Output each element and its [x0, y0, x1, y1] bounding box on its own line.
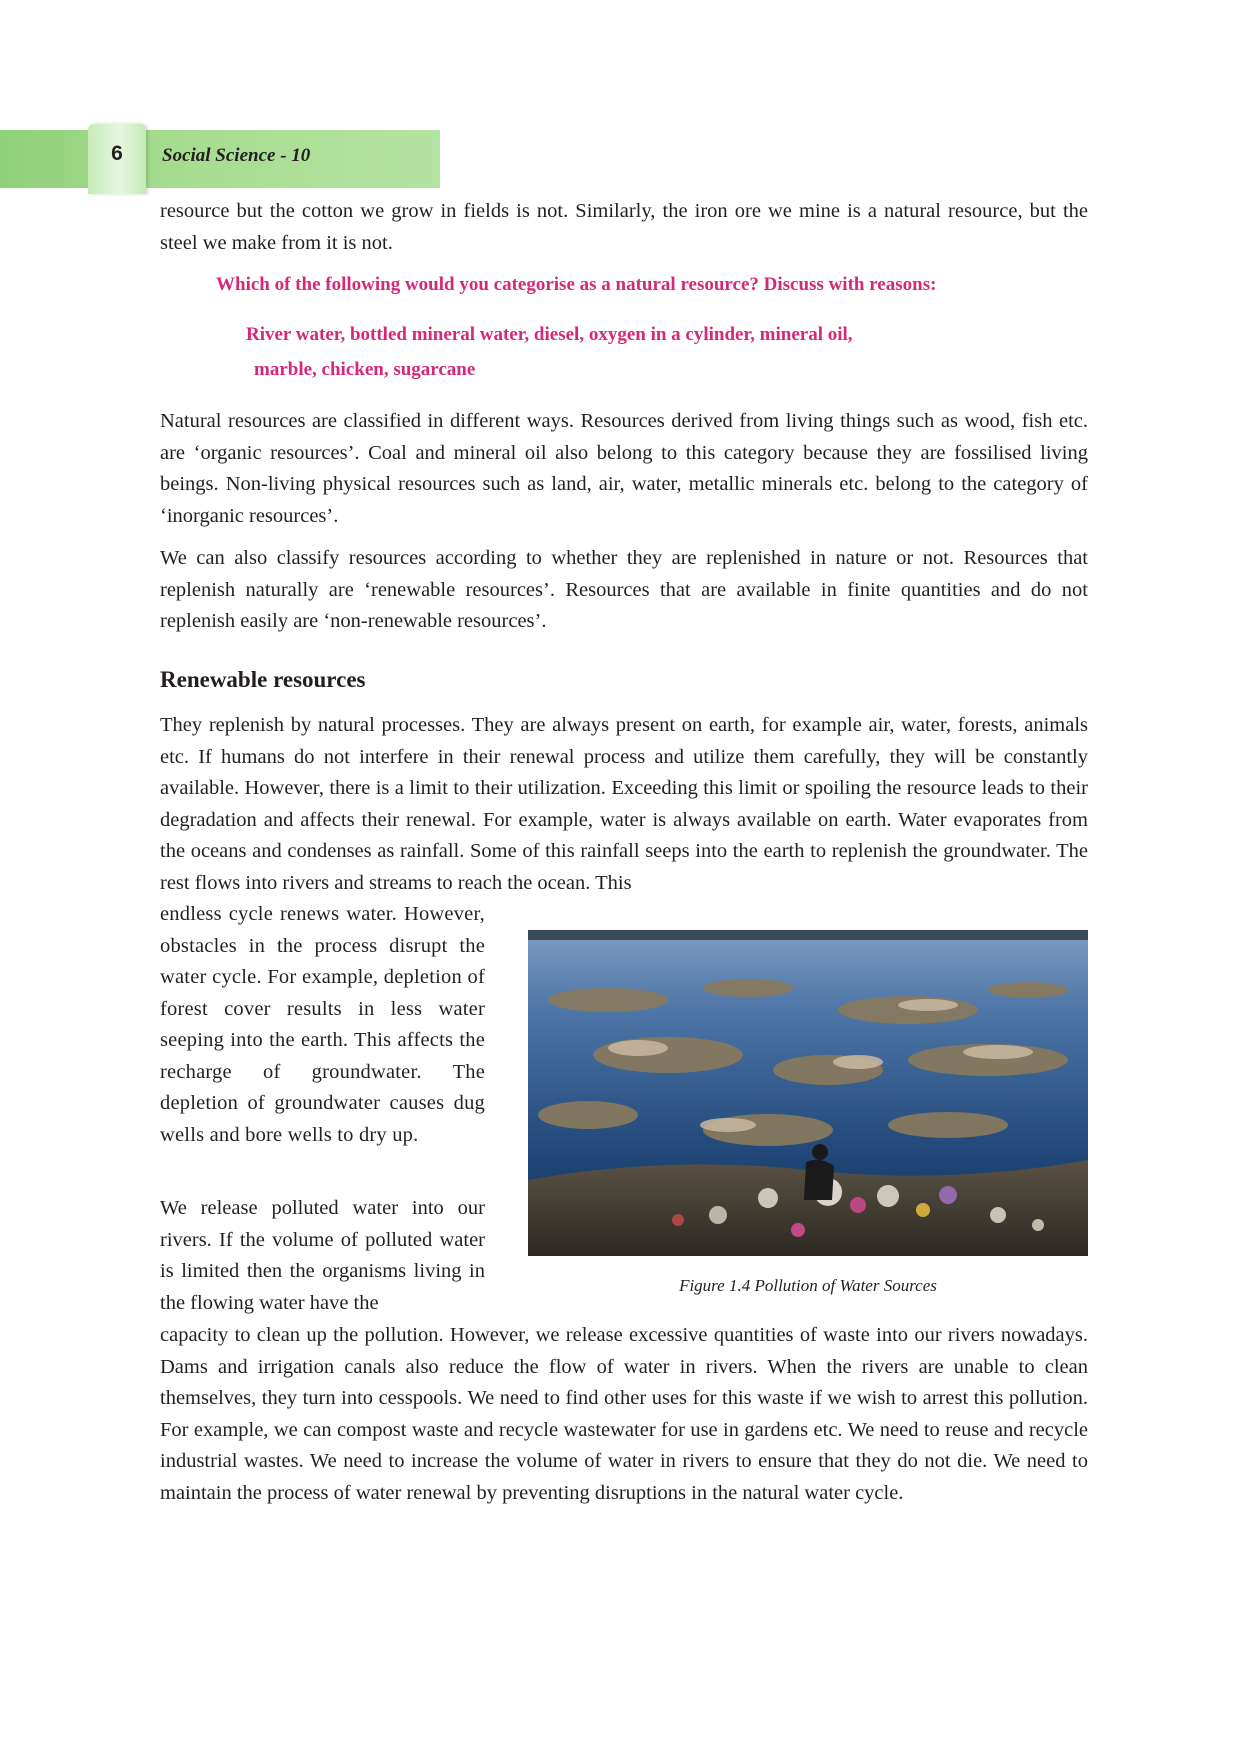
river-pollution-photo	[528, 930, 1088, 1256]
page-number: 6	[111, 142, 123, 165]
renewable-paragraph-2-wrap: We release polluted water into our rivers. If the volume of polluted water is limited then the organisms living in the flowing water have the	[160, 1197, 485, 1314]
renewable-paragraph-1-wrap: endless cycle renews water. However, obstacles in the process disrupt the water cycle. For example, depletion of forest cover results in less water seeping into the earth. This affects the recharge of groundwater. The depletion of groundwater causes dug wells and bore wells to dry up.	[160, 903, 485, 1146]
renewable-paragraph-2: capacity to clean up the pollution. However, we release excessive quantities of waste into our rivers nowadays. Dams and irrigation canals also reduce the flow of water in rivers. When the rivers are unable to clean themselves, they turn into cesspools. We need to find other uses for this waste if we wish to arrest this pollution. For example, we can compost waste and recycle wastewater for use in gardens etc. We need to reuse and recycle industrial wastes. We need to increase the volume of water in rivers to ensure that they do not die. We need to maintain the process of water renewal by preventing disruptions in the natural water cycle.	[160, 1324, 1088, 1504]
figure-caption: Figure 1.4 Pollution of Water Sources	[679, 1276, 937, 1295]
replenishment-paragraph: We can also classify resources according to whether they are replenished in nature or not. Resources that replenish naturally are ‘renewable resources’. Resources that are available in finite quantities and do not replenish easily are ‘non-renewable resources’.	[160, 547, 1088, 632]
activity-items-line2: marble, chicken, sugarcane	[254, 359, 476, 380]
activity-items-line1: River water, bottled mineral water, diesel, oxygen in a cylinder, mineral oil,	[246, 324, 853, 345]
intro-paragraph: resource but the cotton we grow in fields is not. Similarly, the iron ore we mine is a natural resource, but the steel we make from it is not.	[160, 200, 1088, 254]
renewable-paragraph-1: They replenish by natural processes. They are always present on earth, for example air, water, forests, animals etc. If humans do not interfere in their renewal process and utilize them carefully, they will be constantly available. However, there is a limit to their utilization. Exceeding this limit or spoiling the resource leads to their degradation and affects their renewal. For example, water is always available on earth. Water evaporates from the oceans and condenses as rainfall. Some of this rainfall seeps into the earth to replenish the groundwater. The rest flows into rivers and streams to reach the ocean. This	[160, 714, 1088, 894]
section-heading: Renewable resources	[160, 667, 366, 692]
book-title: Social Science - 10	[162, 145, 311, 166]
classification-paragraph: Natural resources are classified in different ways. Resources derived from living things such as wood, fish etc. are ‘organic resources’. Coal and mineral oil also belong to this category because they are fossilised living beings. Non-living physical resources such as land, air, water, metallic minerals etc. belong to the category of ‘inorganic resources’.	[160, 410, 1088, 527]
activity-question: Which of the following would you categorise as a natural resource? Discuss with reasons:	[216, 274, 937, 295]
